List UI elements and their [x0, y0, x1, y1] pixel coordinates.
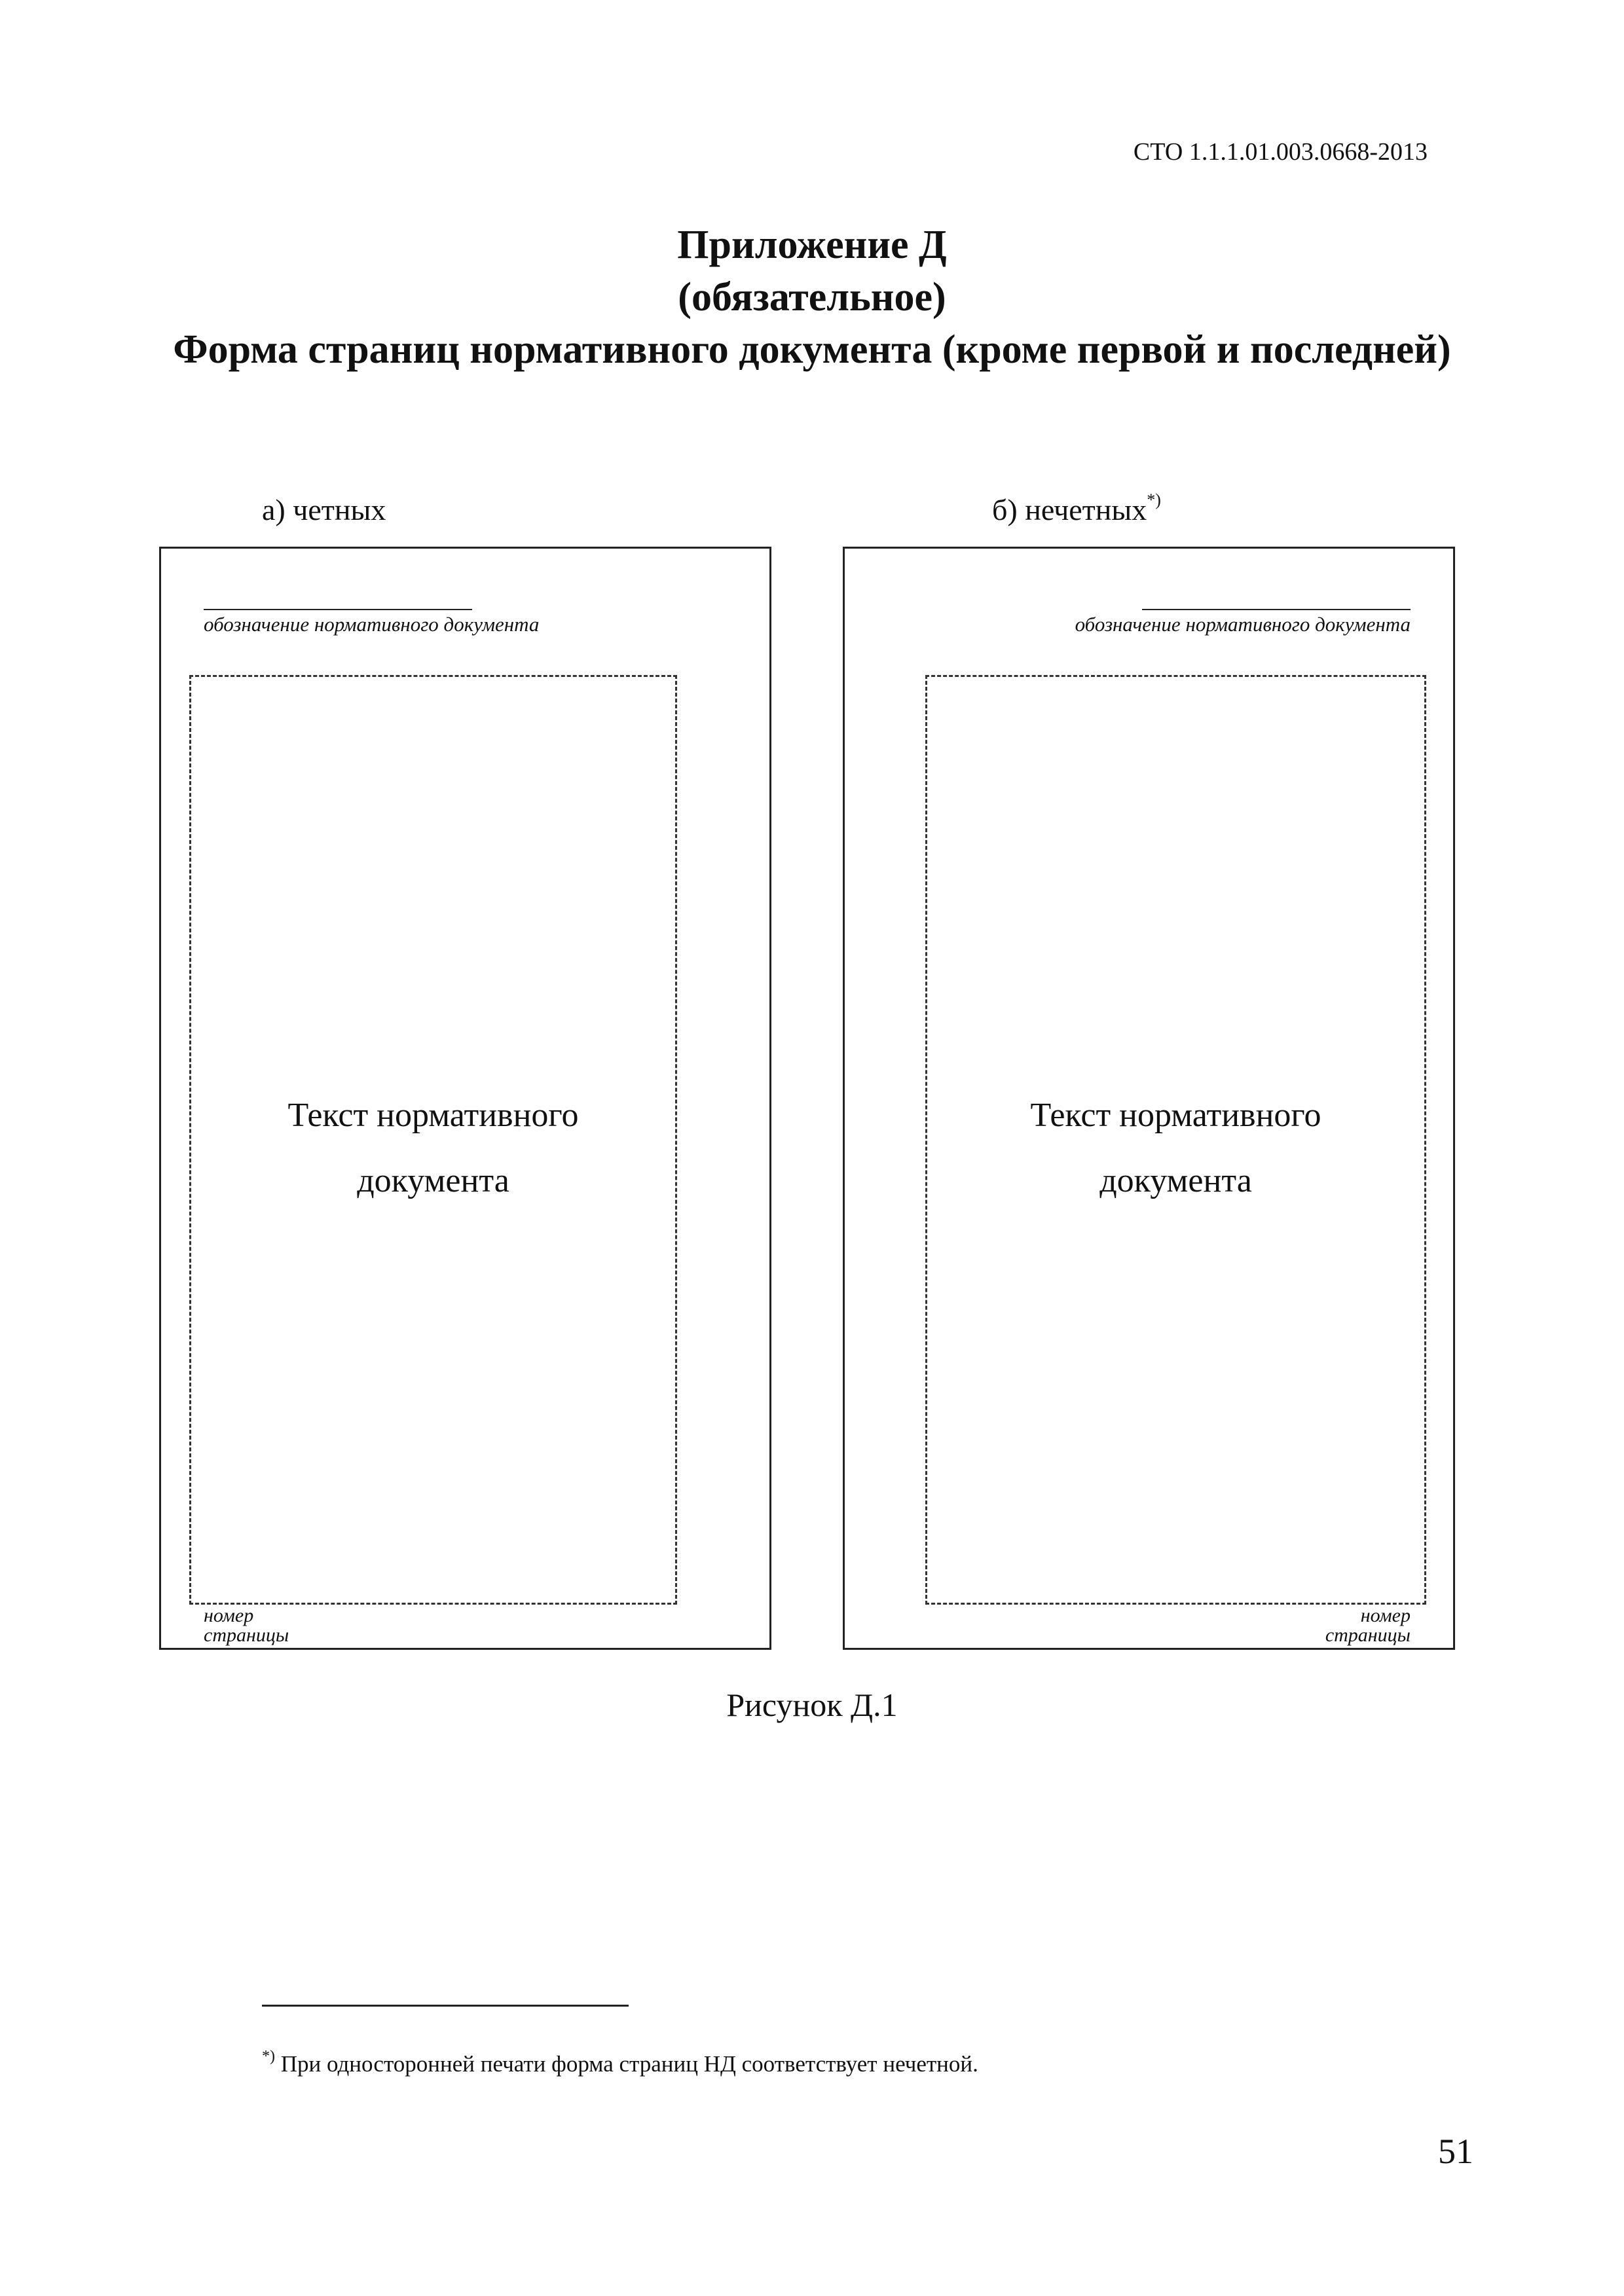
even-page-mockup: [159, 547, 771, 1650]
figure-caption: Рисунок Д.1: [726, 1686, 898, 1723]
body-text-line-1: Текст нормативного: [287, 1097, 579, 1134]
header-rule: [1142, 609, 1411, 610]
page-number-label-line-1: номер: [1360, 1605, 1411, 1626]
footnote: [262, 2048, 978, 2077]
document-designation-label: обозначение нормативного документа: [204, 613, 540, 636]
appendix-status: (обязательное): [678, 275, 946, 319]
body-text-placeholder: [927, 1083, 1424, 1214]
odd-pages-caption: [992, 492, 1161, 527]
appendix-title: Приложение Д: [677, 223, 947, 267]
footnote-rule: [262, 2005, 629, 2007]
footnote-text: При односторонней печати форма страниц НД соответствует нечетной.: [280, 2051, 978, 2077]
footnote-marker: *): [1147, 490, 1161, 509]
body-text-placeholder: [191, 1083, 675, 1214]
page-number-label: [1325, 1606, 1411, 1645]
even-pages-caption: а) четных: [262, 493, 386, 526]
document-designation-label: обозначение нормативного документа: [1075, 613, 1411, 636]
text-area-frame: [189, 675, 677, 1605]
page-number-label: [204, 1606, 289, 1645]
odd-page-mockup: [843, 547, 1455, 1650]
page-number-label-line-2: страницы: [1325, 1624, 1411, 1646]
page-number: 51: [1438, 2132, 1473, 2171]
page-number-label-line-1: номер: [204, 1605, 254, 1626]
header-rule: [204, 609, 472, 610]
footnote-mark: *): [262, 2048, 275, 2065]
body-text-line-1: Текст нормативного: [1030, 1097, 1321, 1134]
document-code: СТО 1.1.1.01.003.0668-2013: [1133, 138, 1428, 166]
page-number-label-line-2: страницы: [204, 1624, 289, 1646]
appendix-subject: Форма страниц нормативного документа (кроме первой и последней): [173, 327, 1451, 372]
body-text-line-2: документа: [357, 1162, 509, 1199]
odd-pages-caption-text: б) нечетных: [992, 493, 1147, 526]
text-area-frame: [925, 675, 1426, 1605]
body-text-line-2: документа: [1099, 1162, 1252, 1199]
